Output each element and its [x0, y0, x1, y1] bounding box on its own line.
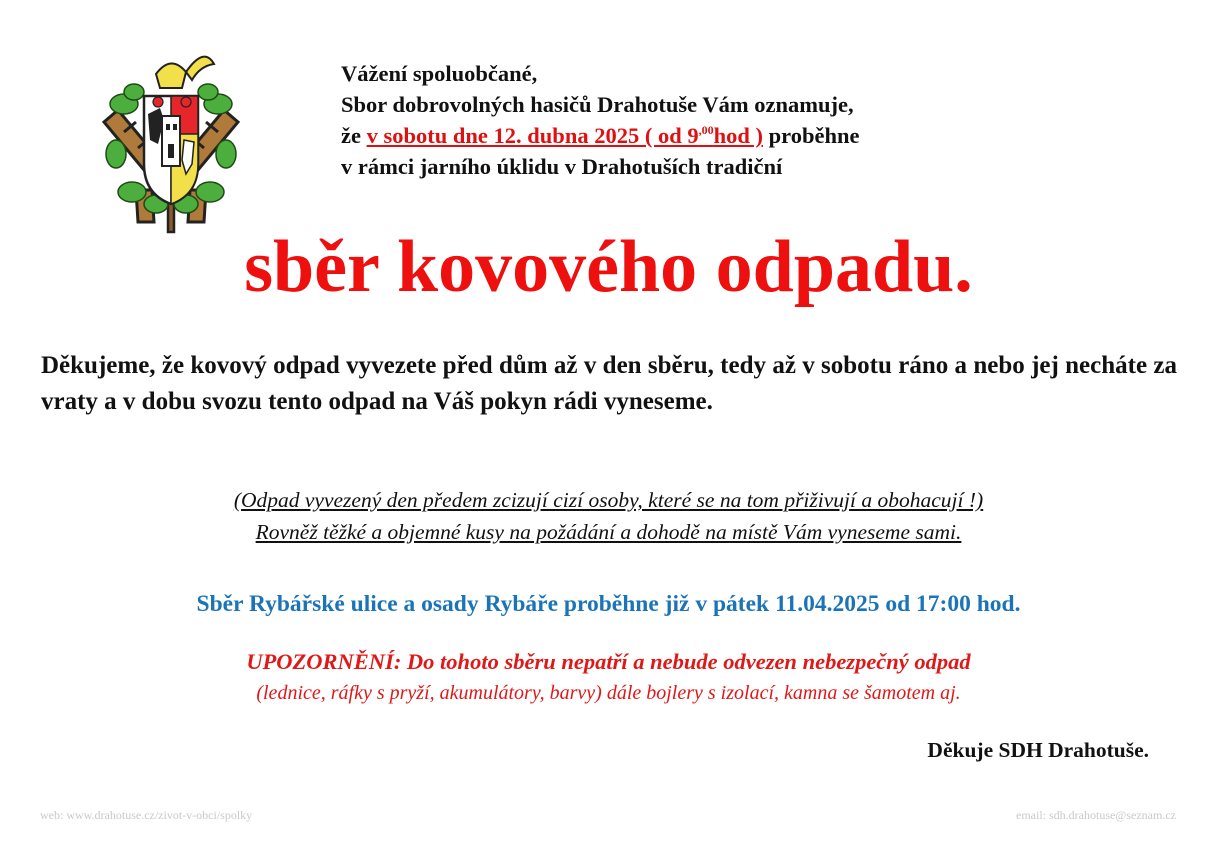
- footer-web: web: www.drahotuse.cz/zivot-v-obci/spolky: [40, 808, 253, 822]
- context-line: v rámci jarního úklidu v Drahotuších tradiční: [341, 154, 783, 179]
- event-date: [367, 123, 763, 148]
- date-line-suffix: proběhne: [768, 123, 860, 148]
- notice-block: [0, 484, 1217, 548]
- warning-block: [0, 646, 1217, 708]
- event-date-part-a: v sobotu dne 12. dubna 2025 ( od 9: [366, 123, 699, 148]
- notice-line-1: (Odpad vyvezený den předem zcizují cizí osoby, které se na tom přiživují a obohacují !): [233, 488, 984, 512]
- signature-thanks: Děkuje SDH Drahotuše.: [927, 738, 1149, 762]
- headline: sběr kovového odpadu.: [244, 226, 973, 308]
- announcer-line: Sbor dobrovolných hasičů Drahotuše Vám oznamuje,: [341, 92, 854, 117]
- notice-line-2: Rovněž těžké a objemné kusy na požádání a dohodě na místě Vám vyneseme sami.: [255, 520, 962, 544]
- event-date-part-b: hod ): [713, 123, 763, 148]
- footer-email: email: sdh.drahotuse@seznam.cz: [1016, 808, 1176, 822]
- fire-brigade-emblem-icon: [96, 44, 246, 234]
- warning-line-2: (lednice, ráfky s pryží, akumulátory, barvy) dále bojlery s izolací, kamna se šamotem aj.: [256, 682, 961, 704]
- fishers-collection-note: Sběr Rybářské ulice a osady Rybáře proběhne již v pátek 11.04.2025 od 17:00 hod.: [196, 591, 1021, 617]
- date-line-prefix: že: [341, 123, 361, 148]
- announcement-intro: [341, 58, 1061, 182]
- event-time-superscript: ,00: [698, 123, 714, 137]
- greeting: Vážení spoluobčané,: [341, 61, 538, 86]
- warning-line-1: UPOZORNĚNÍ: Do tohoto sběru nepatří a nebude odvezen nebezpečný odpad: [246, 649, 971, 674]
- body-paragraph: Děkujeme, že kovový odpad vyvezete před dům až v den sběru, tedy až v sobotu ráno a nebo jej necháte za vraty a v dobu svozu tento odpad na Váš pokyn rádi vyneseme.: [41, 352, 1177, 415]
- date-line: [341, 120, 1061, 151]
